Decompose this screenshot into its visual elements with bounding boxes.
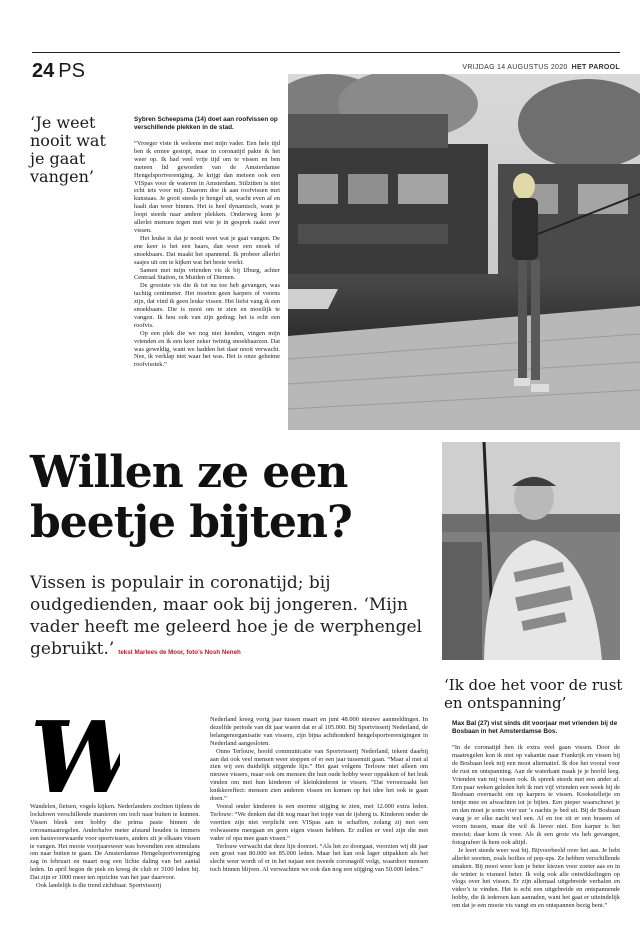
paragraph: Samen met mijn vrienden vis ik bij IJburg, achter Centraal Station, in Muiden of Diemen.	[134, 266, 280, 282]
issue-date: VRIJDAG 14 AUGUSTUS 2020	[462, 64, 568, 71]
paragraph: Je leert steeds weer wat bij. Bijvoorbeeld over het aas. Je hebt allerlei soorten, zoals boilies of pop-ups. Ze hebben verschillende smaken. Bij mooi weer kun je beter kiezen voor zoeter aas en in de winter is vismeel beter. Ik volg ook alle ontwikkelingen op vlogs over het vissen. Er zijn allemaal uitgebreide verhalen en video’s te vinden. Het is echt een uitgebreide en ontspannende hobby, die ik iedereen kan aanraden, want het gaat er uiteindelijk om dat je een mooie vis vangt en en ontspannen bezig bent.”	[452, 846, 620, 910]
paragraph: Nederland kreeg vorig jaar tussen maart en juni 48.000 nieuwe aanmeldingen. In dezelfde periode van dit jaar waren dat er al 105.000. Bij Sportvisserij Nederland, de belangenorganisatie van vissers, zijn bijna achthonderd hengelsportverenigingen in Nederland aangesloten.	[210, 716, 428, 747]
drop-cap-letter	[30, 712, 120, 800]
paragraph: “In de coronatijd ben ik extra veel gaan vissen. Door de maatregelen kon ik niet op vakantie naar Frankrijk en vissen bij de Bosbaan leek mij een mooi alternatief. Ik doe het vooral voor de rust en ontspanning. Aan de waterkant maak je je hoofd leeg. Vrienden van mij vissen ook. Ik spreek steeds met een ander af. Een paar weken geleden heb ik met vijf vrienden een week bij de Bosbaan overnacht om op karpers te vissen. Kookstelletje en tentje mee en afwachten tot je bijten. Een pieper waarschuwt je en dan moet je soms vier uur ‘s nachts je bed uit. Bij de Bosbaan vang je er elke nacht wel een. Af en toe zit er een brasem of voorn tussen, maar die wil ik liever niet. Een karper is het mooist; daar kom ik voor. Als ik een grote vis heb gevangen, fotografeer ik hem ook altijd.	[452, 744, 620, 846]
paragraph: Terlouw verwacht dat deze lijn doorzet. “Als het zo doorgaat, voorzien wij dit jaar een groei van 80.000 tot 85.000 leden. Maar het kan ook lager uitpakken als het slecht weer wordt of er in het najaar een tweede coronagolf volgt, waardoor mensen toch binnen blijven. Al verwachten we ook dan nog een stijging van 50.000 leden.”	[210, 842, 428, 874]
paper-name: HET PAROOL	[571, 64, 620, 71]
paragraph: Op een plek die we nog niet kenden, vingen mijn vrienden en ik een keer zeker twintig snoekbaarzen. Dat was geweldig, want we hadden het daar nooit verwacht. Nee, ik verklap niet waar het was. Het is onze geheime roofvisstek.”	[134, 329, 280, 369]
pullquote-bottom: ‘Ik doe het voor de rust en ontspanning’	[444, 676, 623, 712]
photo-max-fishing	[442, 442, 620, 660]
paragraph: Het leuke is dat je nooit weet wat je gaat vangen. De ene keer is het een baars, dan weer een snoek of snoekbaars. Dat maakt het spannend. Ik probeer allerlei saajes uit om te kijken wat het beste werkt.	[134, 234, 280, 266]
photo-boy-fishing-image	[288, 74, 640, 430]
story-sybren-body	[134, 140, 280, 369]
photo-max-fishing-image	[442, 442, 620, 660]
intro-text: Vissen is populair in coronatijd; bij oudgedienden, maar ook bij jongeren. ‘Mijn vader heeft me geleerd hoe je de werphengel gebruikt.’	[30, 573, 422, 659]
intro	[30, 572, 435, 664]
story-sybren	[134, 116, 280, 369]
story-max-caption: Max Bal (27) vist sinds dit voorjaar met vrienden bij de Bosbaan in het Amsterdamse Bos.	[452, 720, 618, 735]
main-article-col2	[210, 716, 428, 874]
section-label: PS	[58, 60, 85, 82]
paragraph: Onno Terlouw, hoofd communicatie van Sportvisserij Nederland, tekent daarbij aan dat ook veel mensen weer stoppen of er een jaar tussenuit gaan. “Maar al met al zien wij een duidelijk stijgende lijn.” Het gaat volgens Terlouw niet alleen om nieuwe vissers, maar ook om mensen die hun oude hobby weer oppakken of het leuk vinden om met hun kinderen of kleinkinderen te vissen. “Dat veroorzaakt het knikkereffect: mensen zien anderen vissen en komen op het idee het ook te gaan doen.”	[210, 747, 428, 803]
story-sybren-caption: Sybren Scheepsma (14) doet aan roofvissen op verschillende plekken in de stad.	[134, 116, 278, 131]
paragraph: “Vroeger viste ik weleens met mijn vader. Een hele tijd ben ik ermee gestopt, maar in coronatijd pakte ik het weer op. Ik had veel vrije tijd om te vissen en ben meteen lid geworden van de Amsterdamse Hengelsportvereniging. Je krijgt dan meteen ook een VISpas voor de wateren in Amsterdam. Stilzitten is niet echt iets voor mij. Daarom doe ik aan roofvissen met kunstaas. Je gooit steeds je hengel uit, wacht even af en haalt dan weer binnen. Het is heel dynamisch, want je loopt steeds naar andere plekken. Onderweg kom je allerlei mensen tegen met wie je in gesprek raakt over vissen.	[134, 140, 280, 234]
main-article-col1	[30, 803, 200, 890]
page-number-value: 24	[32, 60, 55, 82]
pullquote-top: ‘Je weet nooit wat je gaat vangen’	[30, 113, 106, 186]
story-max-body	[452, 744, 620, 910]
paragraph: Ook landelijk is die trend zichtbaar. Sportvisserij	[36, 882, 162, 890]
headline: Willen ze een beetje bijten?	[30, 447, 352, 548]
paragraph: De grootste vis die ik tot nu toe heb gevangen, was tachtig centimeter. Het moeten geen karpers of voorns zijn, dat vind ik geen leuke vissen. Het liefst vang ik een snoekbaars. Die is mooi om te zien en moeilijk te vangen. Ik hou ook van zijn gedrag; het is echt een roofvis.	[134, 282, 280, 329]
drop-cap	[30, 712, 120, 800]
story-max	[452, 720, 620, 910]
header-rule	[32, 52, 620, 53]
paragraph: Wandelen, fietsen, vogels kijken. Nederlanders zochten tijdens de lockdown verschillende manieren om toch naar buiten te kunnen. Vissen bleek een hobby die prima paste binnen de coronamaatregelen. Anderhalve meter afstand houden is immers een basisvoorwaarde voor sportvissers, anders zit je elkaars vissen te vangen. Het mooie voorjaarsweer was bovendien een stimulans om naar buiten te gaan. De Amsterdamse Hengelsportvereniging zag in februari en maart nog een lichte daling van het aantal leden. In april begon de piek en kreeg de club er 3100 leden bij. Dat zijn er 1000 meer ten opzichte van het jaar daarvoor.	[30, 803, 200, 882]
page-number	[32, 60, 85, 83]
photo-boy-fishing	[288, 74, 640, 430]
byline-credit: tekst Marlees de Moor, foto’s Nosh Neneh	[118, 649, 241, 656]
drop-cap-glyph	[30, 712, 120, 800]
paragraph: Vooral onder kinderen is een enorme stijging te zien, met 12.000 extra leden. Terlouw: “We denken dat dit nog maar het topje van de ijsberg is. Kinderen onder de veertien zijn niet verplicht een VISpas aan te schaffen, zolang zij met een volwassene meegaan en geen eigen vissen hebben. Er zullen er veel zijn die met vader of opa mee gaan vissen.”	[210, 802, 428, 842]
dateline	[462, 64, 620, 71]
